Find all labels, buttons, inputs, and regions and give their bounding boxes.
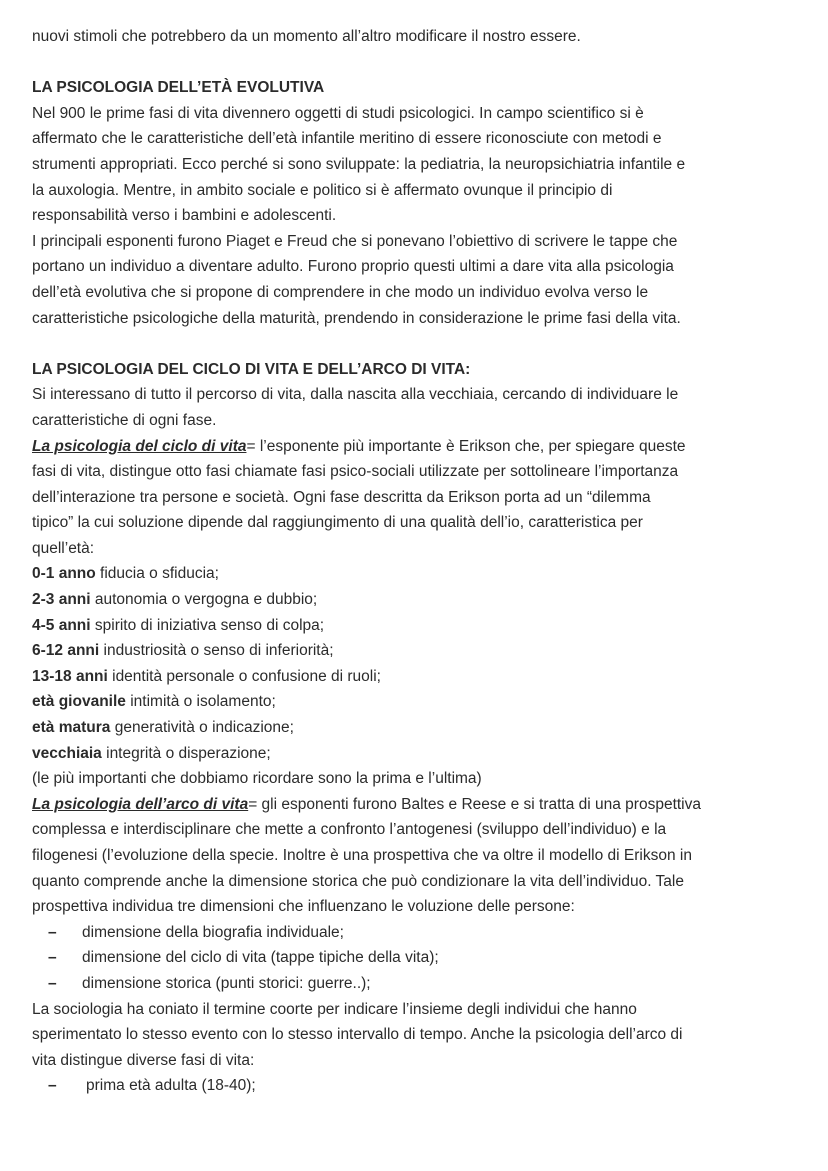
body-line: dell’interazione tra persone e società. Ogni fase descritta da Erikson porta ad un “dilemma <box>32 488 651 506</box>
ciclo-first-line <box>32 434 802 460</box>
stage-desc: identità personale o confusione di ruoli; <box>107 667 381 685</box>
stage-row <box>32 613 802 639</box>
body-line: la auxologia. Mentre, in ambito sociale e politico si è affermato ovunque il principio di <box>32 181 613 199</box>
term-ciclo-di-vita: La psicologia del ciclo di vita <box>32 437 247 455</box>
list-item <box>32 920 802 946</box>
body-line: La sociologia ha coniato il termine coorte per indicare l’insieme degli individui che hanno <box>32 1000 637 1018</box>
body-line: dell’età evolutiva che si propone di comprendere in che modo un individuo evolva verso le <box>32 283 649 301</box>
list-item-text: prima età adulta (18-40); <box>86 1077 256 1095</box>
stage-age: 4-5 anni <box>32 616 91 634</box>
bullet-dash: – <box>48 1077 57 1095</box>
list-item <box>32 1073 802 1099</box>
body-line: complessa e interdisciplinare che mette a confronto l’antogenesi (sviluppo dell’individuo) e la <box>32 821 667 839</box>
stage-age: 2-3 anni <box>32 591 91 609</box>
body-line: fasi di vita, distingue otto fasi chiamate fasi psico-sociali utilizzate per sottolineare l’importanza <box>32 463 679 481</box>
list-item <box>32 971 802 997</box>
body-line: vita distingue diverse fasi di vita: <box>32 1051 255 1069</box>
stage-desc: fiducia o sfiducia; <box>95 565 219 583</box>
list-item-text: dimensione del ciclo di vita (tappe tipiche della vita); <box>82 949 439 967</box>
stage-desc: autonomia o vergogna e dubbio; <box>90 591 318 609</box>
body-line: responsabilità verso i bambini e adolescenti. <box>32 207 337 225</box>
arco-first-line-rest: = gli esponenti furono Baltes e Reese e si tratta di una prospettiva <box>248 795 701 813</box>
paragraph-gap <box>32 50 802 76</box>
bullet-dash: – <box>48 923 57 941</box>
stage-age: 0-1 anno <box>32 565 96 583</box>
body-line: portano un individuo a diventare adulto. Furono proprio questi ultimi a dare vita alla psicologia <box>32 258 674 276</box>
ciclo-first-line-rest: = l’esponente più importante è Erikson che, per spiegare queste <box>246 437 686 455</box>
stage-row <box>32 741 802 767</box>
stage-row <box>32 561 802 587</box>
arco-first-line <box>32 792 802 818</box>
body-line: affermato che le caratteristiche dell’età infantile meritino di essere riconosciute con metodi e <box>32 130 662 148</box>
stage-desc: intimità o isolamento; <box>125 693 276 711</box>
intro-line: nuovi stimoli che potrebbero da un momento all’altro modificare il nostro essere. <box>32 28 581 45</box>
stage-row <box>32 638 802 664</box>
stage-desc: generatività o indicazione; <box>110 719 294 737</box>
section-heading-ciclo-arco: LA PSICOLOGIA DEL CICLO DI VITA E DELL’ARCO DI VITA: <box>32 360 471 378</box>
stage-age: vecchiaia <box>32 744 102 762</box>
document-body <box>32 24 802 1099</box>
stages-note: (le più importanti che dobbiamo ricordare sono la prima e l’ultima) <box>32 770 482 788</box>
body-line: quanto comprende anche la dimensione storica che può condizionare la vita dell’individuo. Tale <box>32 872 684 890</box>
body-line: quell’età: <box>32 539 95 557</box>
list-item-text: dimensione della biografia individuale; <box>82 923 344 941</box>
section-heading-eta-evolutiva: LA PSICOLOGIA DELL’ETÀ EVOLUTIVA <box>32 79 325 97</box>
stage-desc: integrità o disperazione; <box>101 744 271 762</box>
body-line: caratteristiche psicologiche della maturità, prendendo in considerazione le prime fasi della vita. <box>32 309 681 327</box>
stage-row <box>32 587 802 613</box>
stage-age: età matura <box>32 719 111 737</box>
list-item <box>32 945 802 971</box>
stage-age: 6-12 anni <box>32 642 100 660</box>
body-line: strumenti appropriati. Ecco perché si sono sviluppate: la pediatria, la neuropsichiatria infantile e <box>32 155 686 173</box>
bullet-dash: – <box>48 949 57 967</box>
list-item-text: dimensione storica (punti storici: guerre..); <box>82 974 371 992</box>
body-line: Si interessano di tutto il percorso di vita, dalla nascita alla vecchiaia, cercando di individuare le <box>32 386 679 404</box>
body-line: sperimentato lo stesso evento con lo stesso intervallo di tempo. Anche la psicologia dell’arco di <box>32 1026 683 1044</box>
stage-row <box>32 689 802 715</box>
body-line: prospettiva individua tre dimensioni che influenzano le voluzione delle persone: <box>32 898 575 916</box>
body-line: I principali esponenti furono Piaget e Freud che si ponevano l’obiettivo di scrivere le tappe che <box>32 232 678 250</box>
stage-desc: industriosità o senso di inferiorità; <box>99 642 334 660</box>
term-arco-di-vita: La psicologia dell’arco di vita <box>32 795 249 813</box>
stage-desc: spirito di iniziativa senso di colpa; <box>90 616 325 634</box>
body-line: tipico” la cui soluzione dipende dal raggiungimento di una qualità dell’io, caratteristica per <box>32 514 643 532</box>
stage-age: età giovanile <box>32 693 126 711</box>
body-line: filogenesi (l’evoluzione della specie. Inoltre è una prospettiva che va oltre il modello di Erikson in <box>32 847 692 864</box>
body-line: caratteristiche di ogni fase. <box>32 411 217 429</box>
stage-row <box>32 664 802 690</box>
body-line: Nel 900 le prime fasi di vita divennero oggetti di studi psicologici. In campo scientifico si è <box>32 104 644 122</box>
stage-row <box>32 715 802 741</box>
bullet-dash: – <box>48 974 57 992</box>
stage-age: 13-18 anni <box>32 667 108 685</box>
paragraph-gap <box>32 331 802 357</box>
